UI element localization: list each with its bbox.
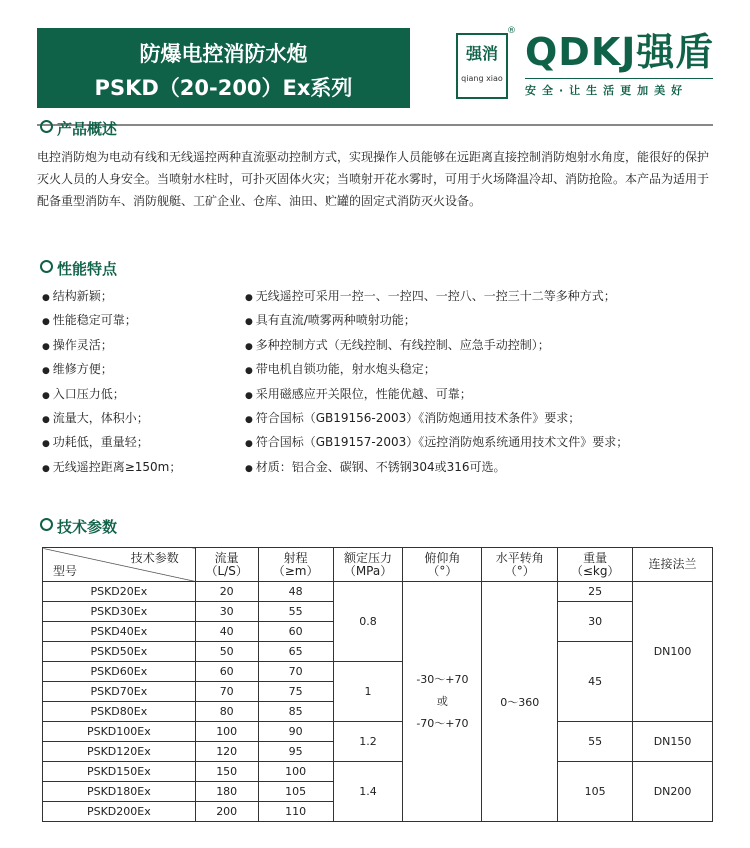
slogan: 安全·让生活更加美好 — [525, 78, 713, 98]
elevation-value: 或 — [436, 694, 448, 708]
cell-range: 100 — [258, 762, 333, 782]
cell-model: PSKD180Ex — [43, 782, 196, 802]
features-heading-text: 性能特点 — [57, 260, 118, 278]
feature-item: ● 无线遥控距离≥150m； — [42, 456, 181, 480]
feature-item: ● 多种控制方式（无线控制、有线控制、应急手动控制）； — [245, 334, 628, 358]
cell-flow: 40 — [195, 622, 258, 642]
brand-name: QDKJ强盾 — [525, 30, 715, 74]
cell-flange: DN150 — [633, 722, 713, 762]
features-left — [42, 285, 181, 480]
feature-item: ● 功耗低，重量轻； — [42, 431, 181, 455]
cell-horizontal: 0～360 — [482, 582, 558, 822]
cell-flow: 120 — [195, 742, 258, 762]
specs-heading-text: 技术参数 — [57, 518, 118, 536]
features-right — [245, 285, 628, 480]
feature-item: ● 操作灵活； — [42, 334, 181, 358]
cell-model: PSKD60Ex — [43, 662, 196, 682]
cell-flow: 180 — [195, 782, 258, 802]
header-params: 技术参数 — [130, 550, 179, 565]
circle-bullet-icon — [40, 120, 53, 133]
feature-item: ● 性能稳定可靠； — [42, 309, 181, 333]
table-row — [43, 722, 713, 742]
logo — [456, 33, 508, 99]
cell-range: 95 — [258, 742, 333, 762]
specs-table — [42, 547, 713, 822]
logo-pinyin: qiang xiao — [461, 74, 503, 83]
cell-model: PSKD20Ex — [43, 582, 196, 602]
cell-weight: 105 — [558, 762, 633, 822]
specs-heading — [40, 516, 117, 537]
cell-model: PSKD120Ex — [43, 742, 196, 762]
table-row — [43, 582, 713, 602]
cell-range: 55 — [258, 602, 333, 622]
feature-item: ● 无线遥控可采用一控一、一控四、一控八、一控三十二等多种方式； — [245, 285, 628, 309]
cell-range: 75 — [258, 682, 333, 702]
header-weight: 重量 （≤kg） — [558, 548, 633, 582]
feature-item: ● 流量大，体积小； — [42, 407, 181, 431]
cell-model: PSKD50Ex — [43, 642, 196, 662]
header-flow: 流量 （L/S） — [195, 548, 258, 582]
feature-item: ● 维修方便； — [42, 358, 181, 382]
registered-mark: ® — [507, 26, 516, 36]
elevation-value: -70～+70 — [416, 716, 469, 730]
cell-flow: 20 — [195, 582, 258, 602]
logo-cn: 强消 — [465, 44, 498, 63]
cell-flow: 50 — [195, 642, 258, 662]
circle-bullet-icon — [40, 518, 53, 531]
header-model-params — [43, 548, 196, 582]
cell-flow: 150 — [195, 762, 258, 782]
cell-flow: 80 — [195, 702, 258, 722]
cell-model: PSKD30Ex — [43, 602, 196, 622]
feature-item: ● 符合国标（GB19156-2003）《消防炮通用技术条件》要求； — [245, 407, 628, 431]
cell-model: PSKD40Ex — [43, 622, 196, 642]
header-pressure: 额定压力 （MPa） — [333, 548, 403, 582]
cell-range: 110 — [258, 802, 333, 822]
header-model: 型号 — [53, 563, 78, 578]
cell-range: 48 — [258, 582, 333, 602]
feature-item: ● 符合国标（GB19157-2003）《远控消防炮系统通用技术文件》要求； — [245, 431, 628, 455]
cell-flow: 30 — [195, 602, 258, 622]
cell-weight: 30 — [558, 602, 633, 642]
cell-pressure: 0.8 — [333, 582, 403, 662]
overview-heading — [40, 118, 117, 139]
cell-flange: DN100 — [633, 582, 713, 722]
header-elevation: 俯仰角 （°） — [403, 548, 482, 582]
cell-range: 70 — [258, 662, 333, 682]
divider — [37, 124, 713, 126]
cell-model: PSKD80Ex — [43, 702, 196, 722]
title-banner — [37, 28, 410, 108]
feature-item: ● 材质：铝合金、碳钢、不锈钢304或316可选。 — [245, 456, 628, 480]
cell-range: 90 — [258, 722, 333, 742]
cell-flow: 70 — [195, 682, 258, 702]
cell-flow: 100 — [195, 722, 258, 742]
cell-flange: DN200 — [633, 762, 713, 822]
cell-range: 65 — [258, 642, 333, 662]
header-flange: 连接法兰 — [633, 548, 713, 582]
features-heading — [40, 258, 117, 279]
cell-model: PSKD100Ex — [43, 722, 196, 742]
title-line1: 防爆电控消防水炮 — [139, 42, 308, 66]
cell-range: 85 — [258, 702, 333, 722]
feature-item: ● 带电机自锁功能，射水炮头稳定； — [245, 358, 628, 382]
cell-range: 105 — [258, 782, 333, 802]
cell-pressure: 1.4 — [333, 762, 403, 822]
table-row — [43, 762, 713, 782]
title-line2: PSKD（20-200）Ex系列 — [94, 76, 353, 100]
cell-model: PSKD150Ex — [43, 762, 196, 782]
header-range: 射程 （≥m） — [258, 548, 333, 582]
header-horizontal: 水平转角 （°） — [482, 548, 558, 582]
feature-item: ● 入口压力低； — [42, 383, 181, 407]
circle-bullet-icon — [40, 260, 53, 273]
overview-heading-text: 产品概述 — [57, 120, 118, 138]
cell-range: 60 — [258, 622, 333, 642]
cell-weight: 45 — [558, 642, 633, 722]
cell-pressure: 1.2 — [333, 722, 403, 762]
cell-weight: 55 — [558, 722, 633, 762]
cell-model: PSKD200Ex — [43, 802, 196, 822]
overview-text: 电控消防炮为电动有线和无线遥控两种直流驱动控制方式，实现操作人员能够在远距离直接控制消防炮射水角度，能很好的保护灭火人员的人身安全。当喷射水柱时，可扑灭固体火灾；当喷射开花水雾时，可用于火场降温冷却、消防抢险。本产品为适用于配备重型消防车、消防舰艇、工矿企业、仓库、油田、贮罐的固定式消防灭火设备。 — [37, 150, 710, 208]
cell-elevation — [403, 582, 482, 822]
cell-pressure: 1 — [333, 662, 403, 722]
elevation-value: -30～+70 — [416, 672, 469, 686]
feature-item: ● 具有直流/喷雾两种喷射功能； — [245, 309, 628, 333]
feature-item: ● 结构新颖； — [42, 285, 181, 309]
feature-item: ● 采用磁感应开关限位，性能优越、可靠； — [245, 383, 628, 407]
cell-weight: 25 — [558, 582, 633, 602]
cell-flow: 200 — [195, 802, 258, 822]
cell-model: PSKD70Ex — [43, 682, 196, 702]
table-header-row — [43, 548, 713, 582]
cell-flow: 60 — [195, 662, 258, 682]
